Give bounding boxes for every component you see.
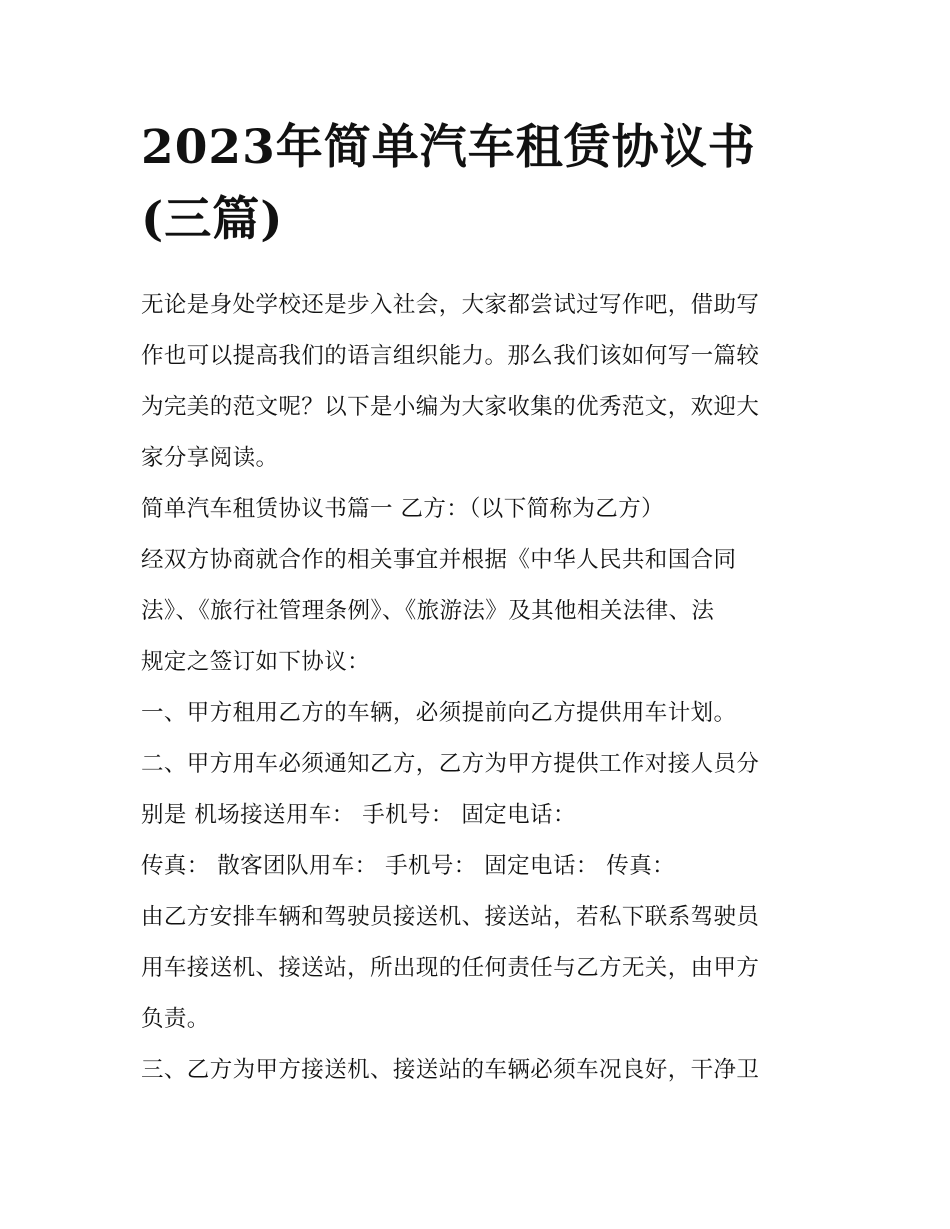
title-line-2: (三篇) [141, 192, 284, 247]
intro-line: 家分享阅读。 [141, 445, 279, 471]
clause-two [141, 739, 821, 841]
intro-paragraph [141, 280, 821, 484]
clause-three-text: 三、乙方为甲方接送机、接送站的车辆必须车况良好，干净卫 [141, 1057, 760, 1083]
intro-line: 作也可以提高我们的语言组织能力。那么我们该如何写一篇较 [141, 343, 760, 369]
contact-info-text: 传真： 散客团队用车： 手机号： 固定电话： 传真： [141, 853, 676, 879]
title-line-1: 2023年简单汽车租赁协议书 [141, 120, 756, 175]
document-body [141, 280, 821, 1096]
responsibility-line: 用车接送机、接送站，所出现的任何责任与乙方无关，由甲方 [141, 955, 760, 981]
section-heading-text: 简单汽车租赁协议书篇一 乙方：（以下简称为乙方） [141, 496, 665, 522]
clause-one [141, 688, 821, 739]
document-title [141, 112, 821, 256]
contact-info [141, 841, 821, 892]
clause-two-line: 二、甲方用车必须通知乙方，乙方为甲方提供工作对接人员分 [141, 751, 760, 777]
basis-line: 法》、《旅行社管理条例》、《旅游法》及其他相关法律、法 [141, 598, 715, 624]
responsibility-line: 由乙方安排车辆和驾驶员接送机、接送站，若私下联系驾驶员 [141, 904, 760, 930]
basis-line: 规定之签订如下协议： [141, 649, 371, 675]
intro-line: 为完美的范文呢？以下是小编为大家收集的优秀范文，欢迎大 [141, 394, 760, 420]
basis-line: 经双方协商就合作的相关事宜并根据《中华人民共和国合同 [141, 547, 737, 573]
intro-line: 无论是身处学校还是步入社会，大家都尝试过写作吧，借助写 [141, 292, 760, 318]
clause-one-text: 一、甲方租用乙方的车辆，必须提前向乙方提供用车计划。 [141, 700, 737, 726]
responsibility-paragraph [141, 892, 821, 1045]
document-content [141, 112, 821, 1096]
clause-two-line: 别是 机场接送用车： 手机号： 固定电话： [141, 802, 576, 828]
section-heading [141, 484, 821, 535]
basis-paragraph [141, 535, 821, 688]
clause-three [141, 1045, 821, 1096]
responsibility-line: 负责。 [141, 1006, 210, 1032]
